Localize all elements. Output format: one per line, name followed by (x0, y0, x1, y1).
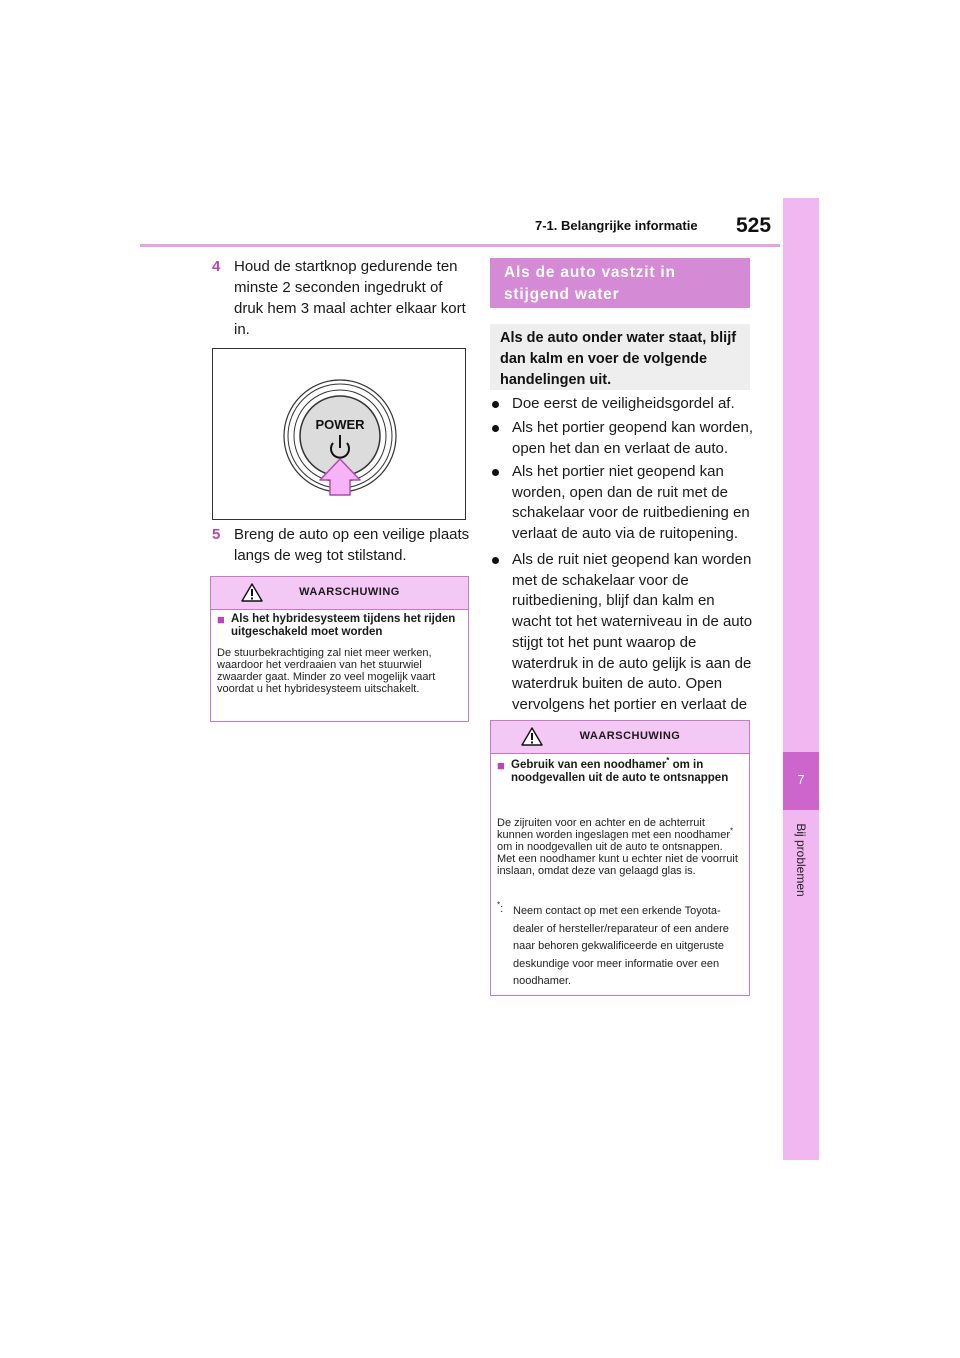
warning-heading-text: Gebruik van een noodhamer* om in noodgevallen uit de auto te ontsnappen (511, 756, 729, 784)
step-text: Houd de startknop gedurende ten minste 2 seconden ingedrukt of druk hem 3 maal achter elkaar kort in. (234, 258, 466, 338)
warning-body: De zijruiten voor en achter en de achterruit kunnen worden ingeslagen met een noodhamer* om in noodgevallen uit de auto te ontsnappen. Met een noodhamer kunt u echter niet de voorruit inslaan, omdat deze van gelaagd glas is. (497, 817, 738, 877)
bullet-dot-icon (492, 557, 499, 564)
step-text: Breng de auto op een veilige plaats langs de weg tot stilstand. (234, 526, 470, 564)
bullet-dot-icon (492, 401, 499, 408)
step-number: 4 (212, 258, 221, 275)
bullet-text: Als het portier geopend kan worden, open het dan en verlaat de auto. (512, 419, 753, 457)
square-bullet-icon: ■ (217, 612, 225, 627)
section-intro: Als de auto onder water staat, blijf dan kalm en voer de volgende handelingen uit. (500, 330, 737, 388)
warning-title: WAARSCHUWING (299, 586, 400, 598)
step-4 (212, 256, 474, 340)
power-button-figure (212, 348, 466, 520)
warning-title: WAARSCHUWING (579, 730, 681, 742)
footnote-marker: *: (497, 900, 504, 915)
chapter-number: 7 (797, 772, 805, 787)
page-number: 525 (736, 214, 772, 237)
running-header-section: 7-1. Belangrijke informatie (535, 218, 698, 233)
bullet-item (492, 550, 754, 716)
step-5 (212, 524, 474, 568)
warning-header (211, 577, 468, 610)
bullet-item (492, 418, 754, 462)
bullet-item (492, 462, 754, 546)
warning-box-emergency-hammer (490, 720, 750, 996)
bullet-dot-icon (492, 425, 499, 432)
chapter-title: Bij problemen (794, 823, 808, 897)
header-rule (140, 244, 780, 247)
square-bullet-icon: ■ (497, 758, 505, 773)
warning-heading-text: Als het hybridesysteem tijdens het rijden uitgeschakeld moet worden (231, 613, 456, 638)
bullet-text: Als de ruit niet geopend kan worden met de schakelaar voor de ruitbediening, blijf dan kalm en wacht tot het waterniveau in de auto stijgt tot het punt waarop de waterdruk in de auto gelijk is aan de waterdruk buiten de auto. Open vervolgens het portier en verlaat de (512, 551, 753, 713)
warning-body: De stuurbekrachtiging zal niet meer werken, waardoor het verdraaien van het stuurwiel zwaarder gaat. Minder zo veel mogelijk vaart voordat u het hybridesysteem uitschakelt. (217, 647, 436, 695)
power-button-illustration (213, 349, 465, 519)
bullet-dot-icon (492, 469, 499, 476)
section-title: Als de auto vastzit in stijgend water (504, 264, 676, 303)
warning-box-hybrid-system (210, 576, 469, 722)
footnote-text: Neem contact op met een erkende Toyota-dealer of hersteller/reparateur of een andere naar behoren gekwalificeerde en uitgeruste deskundige voor meer informatie over een noodhamer. (513, 905, 729, 987)
bullet-text: Doe eerst de veiligheidsgordel af. (512, 395, 735, 412)
bullet-text: Als het portier niet geopend kan worden, open dan de ruit met de schakelaar voor de ruitbediening en verlaat de auto via de ruitopening. (512, 463, 750, 543)
bullet-item (492, 394, 754, 416)
warning-header (491, 721, 749, 754)
power-button-label: POWER (315, 417, 365, 432)
chapter-side-tab (783, 198, 819, 1160)
step-number: 5 (212, 526, 221, 543)
